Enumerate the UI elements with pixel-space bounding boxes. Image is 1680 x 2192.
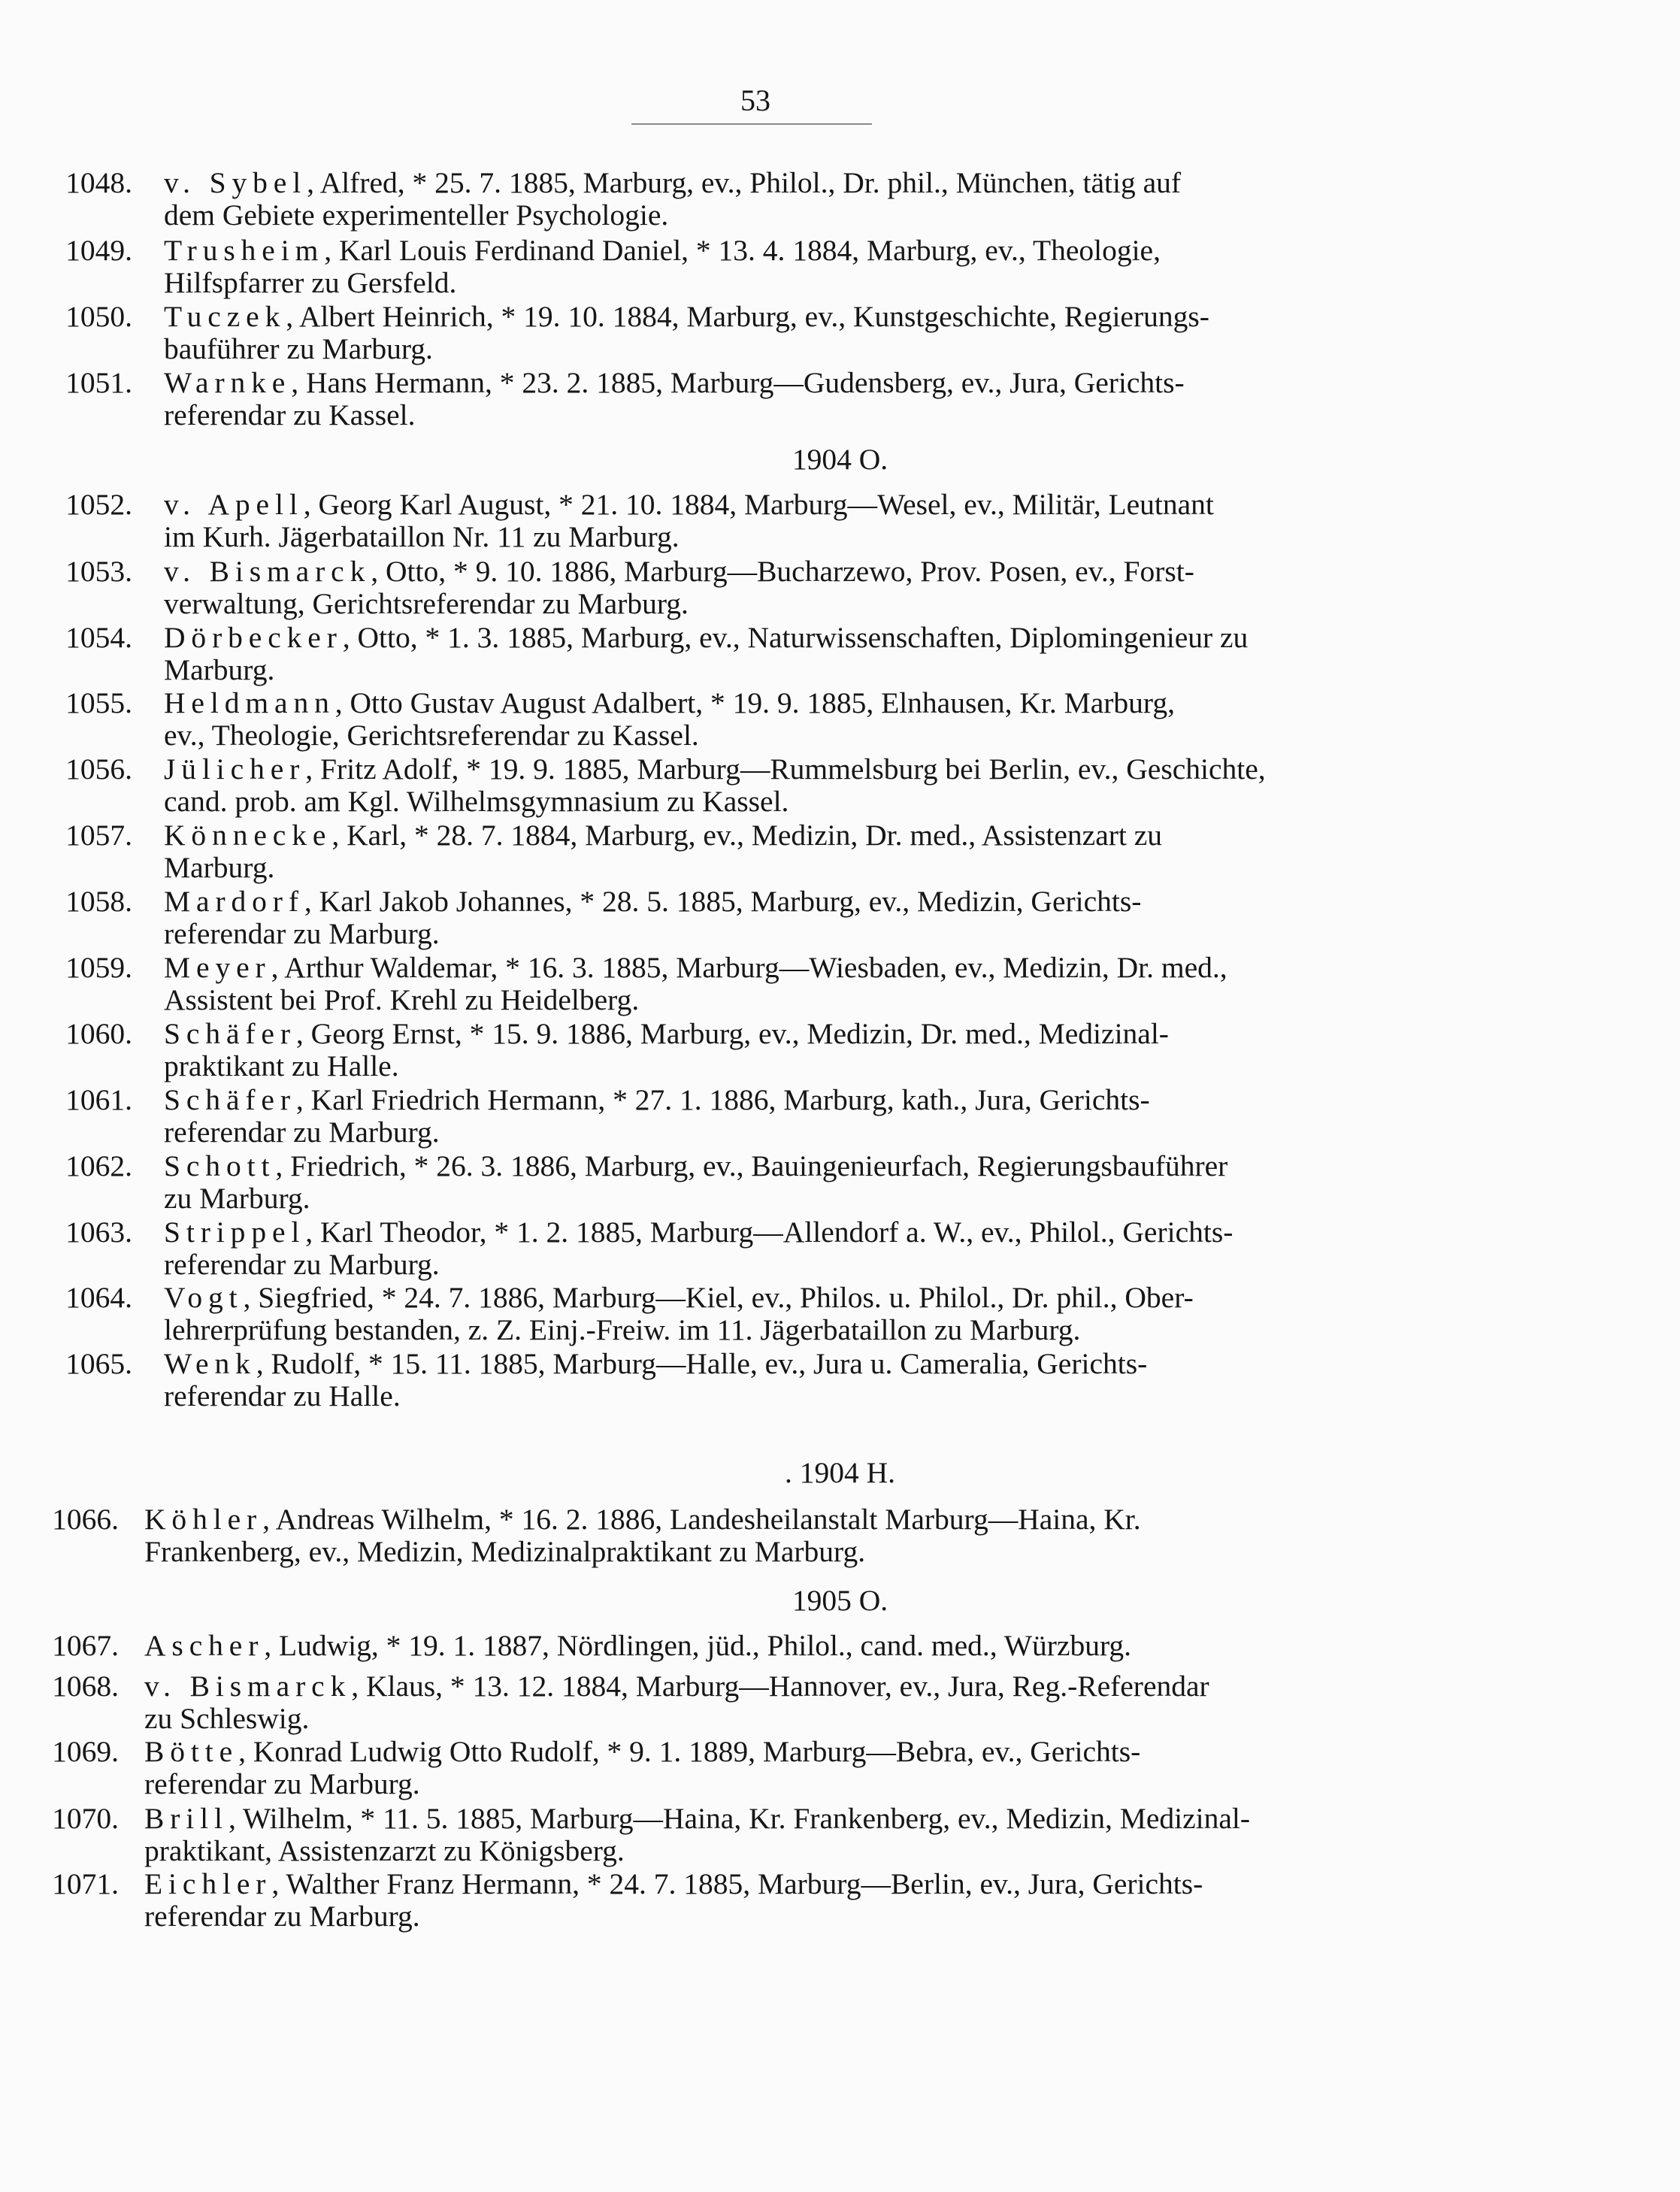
entry-surname: Ascher xyxy=(144,1629,265,1662)
section-heading: . 1904 H. xyxy=(784,1456,896,1489)
entry-number: 1065. xyxy=(65,1347,132,1380)
entry-number: 1061. xyxy=(65,1083,132,1116)
entry-continuation: im Kurh. Jägerbataillon Nr. 11 zu Marburg. xyxy=(164,520,680,553)
entry-details: , Konrad Ludwig Otto Rudolf, * 9. 1. 1889, Marburg—Bebra, ev., Gerichts- xyxy=(238,1735,1141,1768)
entry-number: 1054. xyxy=(65,621,132,654)
entry-details: , Friedrich, * 26. 3. 1886, Marburg, ev., Bauingenieurfach, Regierungsbauführer xyxy=(275,1149,1228,1182)
entry-number: 1059. xyxy=(65,951,132,984)
entry-continuation: referendar zu Marburg. xyxy=(164,1116,440,1149)
entry-details: , Georg Ernst, * 15. 9. 1886, Marburg, ev., Medizin, Dr. med., Medizinal- xyxy=(295,1017,1169,1050)
entry-continuation: cand. prob. am Kgl. Wilhelmsgymnasium zu Kassel. xyxy=(164,785,789,818)
entry-continuation: Marburg. xyxy=(164,653,275,686)
entry-number: 1068. xyxy=(52,1670,119,1703)
entry-number: 1070. xyxy=(52,1802,119,1835)
entry-surname: Schäfer xyxy=(164,1083,296,1116)
entry-details: , Arthur Waldemar, * 16. 3. 1885, Marburg—Wiesbaden, ev., Medizin, Dr. med., xyxy=(271,951,1227,984)
entry-surname: v. Apell xyxy=(164,488,304,521)
entry-details: , Otto, * 9. 10. 1886, Marburg—Bucharzewo, Prov. Posen, ev., Forst- xyxy=(371,555,1194,588)
entry-continuation: referendar zu Marburg. xyxy=(144,1767,420,1800)
entry-details: , Klaus, * 13. 12. 1884, Marburg—Hannover, ev., Jura, Reg.-Referendar xyxy=(351,1670,1209,1703)
entry-surname: Bötte xyxy=(144,1735,239,1768)
entry-details: , Fritz Adolf, * 19. 9. 1885, Marburg—Rummelsburg bei Berlin, ev., Geschichte, xyxy=(305,752,1266,786)
entry-surname: Warnke xyxy=(164,366,292,399)
entry-surname: v. Bismarck xyxy=(144,1670,352,1703)
entry-surname: Eichler xyxy=(144,1867,272,1900)
entry-details: , Karl Friedrich Hermann, * 27. 1. 1886, Marburg, kath., Jura, Gerichts- xyxy=(295,1083,1150,1116)
entry-continuation: Marburg. xyxy=(164,851,275,884)
entry-number: 1069. xyxy=(52,1735,119,1768)
entry-surname: Trusheim xyxy=(164,234,325,267)
entry-continuation: praktikant, Assistenzarzt zu Königsberg. xyxy=(144,1834,625,1867)
entry-number: 1066. xyxy=(52,1503,119,1536)
entry-details: , Ludwig, * 19. 1. 1887, Nördlingen, jüd., Philol., cand. med., Würzburg. xyxy=(264,1629,1132,1662)
entry-number: 1062. xyxy=(65,1149,132,1182)
section-heading: 1905 O. xyxy=(792,1584,888,1617)
entry-continuation: ev., Theologie, Gerichtsreferendar zu Kassel. xyxy=(164,719,699,752)
entry-details: , Karl Louis Ferdinand Daniel, * 13. 4. 1884, Marburg, ev., Theologie, xyxy=(324,234,1161,267)
entry-number: 1052. xyxy=(65,488,132,521)
entry-continuation: referendar zu Marburg. xyxy=(164,917,440,950)
entry-surname: Brill xyxy=(144,1802,229,1835)
entry-surname: Dörbecker xyxy=(164,621,343,654)
entry-number: 1049. xyxy=(65,234,132,267)
entry-details: , Siegfried, * 24. 7. 1886, Marburg—Kiel, ev., Philos. u. Philol., Dr. phil., Ober- xyxy=(243,1281,1194,1314)
entry-surname: Schäfer xyxy=(164,1017,296,1050)
entry-details: , Wilhelm, * 11. 5. 1885, Marburg—Haina, Kr. Frankenberg, ev., Medizin, Medizinal- xyxy=(228,1802,1251,1835)
entry-continuation: Hilfspfarrer zu Gersfeld. xyxy=(164,266,457,299)
entry-surname: Jülicher xyxy=(164,752,306,786)
header-rule xyxy=(631,123,872,125)
entry-details: , Albert Heinrich, * 19. 10. 1884, Marburg, ev., Kunstgeschichte, Regierungs- xyxy=(286,300,1209,333)
entry-surname: Mardorf xyxy=(164,885,304,918)
entry-details: , Alfred, * 25. 7. 1885, Marburg, ev., Philol., Dr. phil., München, tätig auf xyxy=(307,166,1182,199)
entry-continuation: referendar zu Marburg. xyxy=(144,1900,420,1933)
entry-surname: Könnecke xyxy=(164,819,332,852)
entry-surname: Meyer xyxy=(164,951,271,984)
entry-continuation: dem Gebiete experimenteller Psychologie. xyxy=(164,198,669,232)
entry-surname: Schott xyxy=(164,1149,276,1182)
entry-number: 1053. xyxy=(65,555,132,588)
entry-surname: Strippel xyxy=(164,1216,306,1249)
entry-details: , Rudolf, * 15. 11. 1885, Marburg—Halle, ev., Jura u. Cameralia, Gerichts- xyxy=(256,1347,1148,1380)
entry-details: , Karl Jakob Johannes, * 28. 5. 1885, Marburg, ev., Medizin, Gerichts- xyxy=(304,885,1142,918)
entry-details: , Karl Theodor, * 1. 2. 1885, Marburg—Allendorf a. W., ev., Philol., Gerichts- xyxy=(305,1216,1234,1249)
entry-number: 1067. xyxy=(52,1629,119,1662)
entry-number: 1050. xyxy=(65,300,132,333)
entry-continuation: bauführer zu Marburg. xyxy=(164,332,433,365)
entry-surname: v. Sybel xyxy=(164,166,307,199)
entry-number: 1055. xyxy=(65,686,132,719)
entry-continuation: zu Schleswig. xyxy=(144,1702,310,1735)
entry-continuation: lehrerprüfung bestanden, z. Z. Einj.-Freiw. im 11. Jägerbataillon zu Marburg. xyxy=(164,1313,1081,1346)
entry-number: 1058. xyxy=(65,885,132,918)
entry-number: 1056. xyxy=(65,752,132,786)
entry-number: 1063. xyxy=(65,1216,132,1249)
entry-continuation: referendar zu Marburg. xyxy=(164,1248,440,1281)
entry-number: 1051. xyxy=(65,366,132,399)
entry-surname: Tuczek xyxy=(164,300,286,333)
entry-details: , Otto, * 1. 3. 1885, Marburg, ev., Naturwissenschaften, Diplomingenieur zu xyxy=(342,621,1249,654)
entry-continuation: zu Marburg. xyxy=(164,1182,310,1215)
page-number: 53 xyxy=(740,83,770,117)
entry-continuation: referendar zu Kassel. xyxy=(164,398,416,431)
entry-details: , Otto Gustav August Adalbert, * 19. 9. 1885, Elnhausen, Kr. Marburg, xyxy=(334,686,1175,719)
entry-details: , Karl, * 28. 7. 1884, Marburg, ev., Medizin, Dr. med., Assistenzart zu xyxy=(331,819,1163,852)
entry-number: 1057. xyxy=(65,819,132,852)
entry-surname: Köhler xyxy=(144,1503,263,1536)
entry-number: 1071. xyxy=(52,1867,119,1900)
entry-details: , Walther Franz Hermann, * 24. 7. 1885, Marburg—Berlin, ev., Jura, Gerichts- xyxy=(271,1867,1203,1900)
entry-continuation: Frankenberg, ev., Medizin, Medizinalpraktikant zu Marburg. xyxy=(144,1535,866,1568)
entry-surname: Heldmann xyxy=(164,686,335,719)
entry-details: , Hans Hermann, * 23. 2. 1885, Marburg—Gudensberg, ev., Jura, Gerichts- xyxy=(291,366,1185,399)
entry-number: 1048. xyxy=(65,166,132,199)
entry-continuation: Assistent bei Prof. Krehl zu Heidelberg. xyxy=(164,983,640,1016)
entry-continuation: referendar zu Halle. xyxy=(164,1379,401,1412)
entry-surname: v. Bismarck xyxy=(164,555,371,588)
entry-number: 1060. xyxy=(65,1017,132,1050)
entry-details: , Georg Karl August, * 21. 10. 1884, Marburg—Wesel, ev., Militär, Leutnant xyxy=(303,488,1214,521)
entry-surname: Wenk xyxy=(164,1347,256,1380)
entry-number: 1064. xyxy=(65,1281,132,1314)
entry-details: , Andreas Wilhelm, * 16. 2. 1886, Landesheilanstalt Marburg—Haina, Kr. xyxy=(262,1503,1141,1536)
entry-continuation: praktikant zu Halle. xyxy=(164,1049,399,1082)
entry-surname: Vogt xyxy=(164,1281,244,1314)
section-heading: 1904 O. xyxy=(792,443,888,476)
entry-continuation: verwaltung, Gerichtsreferendar zu Marburg. xyxy=(164,587,689,620)
